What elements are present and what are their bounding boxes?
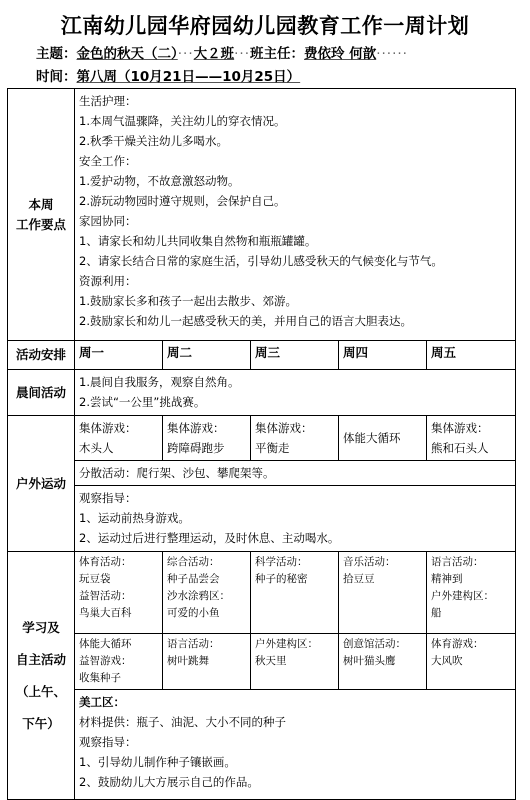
day-header: 周一 — [75, 341, 163, 370]
focus-line: 1.本周气温骤降，关注幼儿的穿衣情况。 — [79, 114, 286, 128]
morning-line: 1.晨间自我服务，观察自然角。 — [79, 375, 240, 389]
activity-type: 户外建构区： — [255, 638, 318, 650]
activity-type: 体育活动： — [79, 556, 132, 568]
schedule-label: 活动安排 — [8, 341, 75, 370]
learning-cell — [427, 634, 516, 690]
outdoor-game-cell — [251, 416, 339, 461]
focus-line: 安全工作： — [79, 154, 137, 168]
learning-cell — [251, 634, 339, 690]
outdoor-guidance — [75, 486, 516, 552]
guidance-line: 1、运动前热身游戏。 — [79, 511, 190, 525]
learning-cell — [339, 634, 427, 690]
focus-line: 家园协同： — [79, 214, 137, 228]
art-area-content — [75, 690, 516, 800]
learning-cell — [75, 634, 163, 690]
game-name: 跨障碍跑步 — [167, 441, 225, 455]
learning-label-line: 学习及 — [22, 619, 60, 635]
day-header: 周三 — [251, 341, 339, 370]
activity-name: 可爱的小鱼 — [167, 607, 220, 619]
dates-value: （10月21日——10月25日） — [117, 69, 301, 85]
meta-line-theme: 主题：金色的秋天（二）···大２班···班主任：费依玲 何歆······ — [36, 46, 408, 62]
activity-name: 玩豆袋 — [79, 573, 111, 585]
weekly-focus-label — [8, 89, 75, 341]
learning-label-line: （上午、 — [15, 683, 66, 699]
activity-type: 创意馆活动： — [343, 638, 406, 650]
day-header: 周四 — [339, 341, 427, 370]
activity-name: 种子品尝会 — [167, 573, 220, 585]
activity-name: 精神到 — [431, 573, 463, 585]
activity-name: 秋天里 — [255, 655, 287, 667]
morning-line: 2.尝试“一公里”挑战赛。 — [79, 395, 206, 409]
outdoor-scattered — [75, 461, 516, 486]
focus-line: 2.游玩动物园时遵守规则，会保护自己。 — [79, 194, 286, 208]
focus-line: 资源利用： — [79, 274, 137, 288]
activity-name: 船 — [431, 607, 442, 619]
outdoor-games-row — [8, 416, 516, 461]
activity-type: 语言活动： — [431, 556, 484, 568]
game-name: 熊和石头人 — [431, 441, 489, 455]
outdoor-game-cell — [339, 416, 427, 461]
art-line: 美工区： — [79, 695, 125, 709]
game-name: 平衡走 — [255, 441, 290, 455]
teacher-label: 班主任： — [250, 46, 304, 62]
focus-line: 2、请家长结合日常的家庭生活，引导幼儿感受秋天的气候变化与节气。 — [79, 254, 443, 268]
art-line: 材料提供：瓶子、油泥、大小不同的种子 — [79, 715, 286, 729]
weekly-focus-row — [8, 89, 516, 341]
learning-label-line: 下午） — [22, 715, 60, 731]
weekly-plan-table — [7, 88, 516, 800]
game-name: 体能大循环 — [343, 431, 401, 445]
day-header: 周五 — [427, 341, 516, 370]
activity-name: 鸟巢大百科 — [79, 607, 132, 619]
focus-line: 1.鼓励家长多和孩子一起出去散步、郊游。 — [79, 294, 297, 308]
learning-row-2 — [8, 634, 516, 690]
learning-cell — [339, 552, 427, 634]
morning-label: 晨间活动 — [8, 370, 75, 416]
learning-cell — [427, 552, 516, 634]
game-type: 集体游戏： — [431, 421, 489, 435]
guidance-line: 2、运动过后进行整理运动，及时休息、主动喝水。 — [79, 531, 340, 545]
outdoor-label: 户外运动 — [8, 416, 75, 552]
learning-row-1 — [8, 552, 516, 634]
art-line: 观察指导： — [79, 735, 137, 749]
scattered-line: 分散活动：爬行架、沙包、攀爬架等。 — [79, 466, 275, 480]
morning-row — [8, 370, 516, 416]
art-line: 1、引导幼儿制作种子镶嵌画。 — [79, 755, 236, 769]
art-line: 2、鼓励幼儿大方展示自己的作品。 — [79, 775, 259, 789]
weekly-focus-content — [75, 89, 516, 341]
focus-line: 2.秋季干燥关注幼儿多喝水。 — [79, 134, 228, 148]
teacher-value: 费依玲 何歆 — [304, 46, 377, 62]
activity-name: 树叶跳舞 — [167, 655, 209, 667]
learning-label-line: 自主活动 — [15, 651, 66, 667]
game-type: 集体游戏： — [255, 421, 313, 435]
day-header: 周二 — [163, 341, 251, 370]
morning-content — [75, 370, 516, 416]
schedule-row — [8, 341, 516, 370]
activity-type: 语言活动： — [167, 638, 220, 650]
activity-type: 益智游戏： — [79, 655, 132, 667]
learning-label — [8, 552, 75, 800]
weekly-focus-label-line: 本周 — [28, 196, 54, 212]
theme-value: 金色的秋天（二） — [76, 46, 178, 62]
activity-name: 体能大循环 — [79, 638, 132, 650]
activity-name: 拾豆豆 — [343, 573, 375, 585]
game-type: 集体游戏： — [79, 421, 137, 435]
learning-cell — [251, 552, 339, 634]
theme-label: 主题： — [36, 46, 77, 62]
activity-name: 种子的秘密 — [255, 573, 308, 585]
learning-cell — [163, 552, 251, 634]
art-area-row — [8, 690, 516, 800]
learning-cell — [163, 634, 251, 690]
activity-type: 综合活动： — [167, 556, 220, 568]
focus-line: 生活护理： — [79, 94, 137, 108]
week-value: 第八周 — [76, 69, 117, 85]
weekly-focus-label-line: 工作要点 — [15, 216, 66, 232]
outdoor-game-cell — [163, 416, 251, 461]
activity-type: 沙水涂鸦区： — [167, 590, 230, 602]
time-label: 时间： — [36, 69, 77, 85]
outdoor-guidance-row — [8, 486, 516, 552]
learning-cell — [75, 552, 163, 634]
activity-type: 益智活动： — [79, 590, 132, 602]
class-value: 大２班 — [193, 46, 235, 62]
meta-line-time — [36, 65, 300, 85]
focus-line: 1.爱护动物，不故意激怒动物。 — [79, 174, 240, 188]
outdoor-game-cell — [427, 416, 516, 461]
activity-name: 收集种子 — [79, 672, 121, 684]
page-title: 江南幼儿园华府园幼儿园教育工作一周计划 — [60, 13, 470, 38]
game-name: 木头人 — [79, 441, 114, 455]
activity-type: 音乐活动： — [343, 556, 396, 568]
activity-type: 科学活动： — [255, 556, 308, 568]
outdoor-game-cell — [75, 416, 163, 461]
game-type: 集体游戏： — [167, 421, 225, 435]
activity-type: 体育游戏： — [431, 638, 484, 650]
outdoor-scattered-row — [8, 461, 516, 486]
activity-name: 树叶猫头鹰 — [343, 655, 396, 667]
activity-name: 大风吹 — [431, 655, 463, 667]
focus-line: 1、请家长和幼儿共同收集自然物和瓶瓶罐罐。 — [79, 234, 317, 248]
guidance-line: 观察指导： — [79, 491, 137, 505]
activity-type: 户外建构区： — [431, 590, 494, 602]
focus-line: 2.鼓励家长和幼儿一起感受秋天的美，并用自己的语言大胆表达。 — [79, 314, 412, 328]
